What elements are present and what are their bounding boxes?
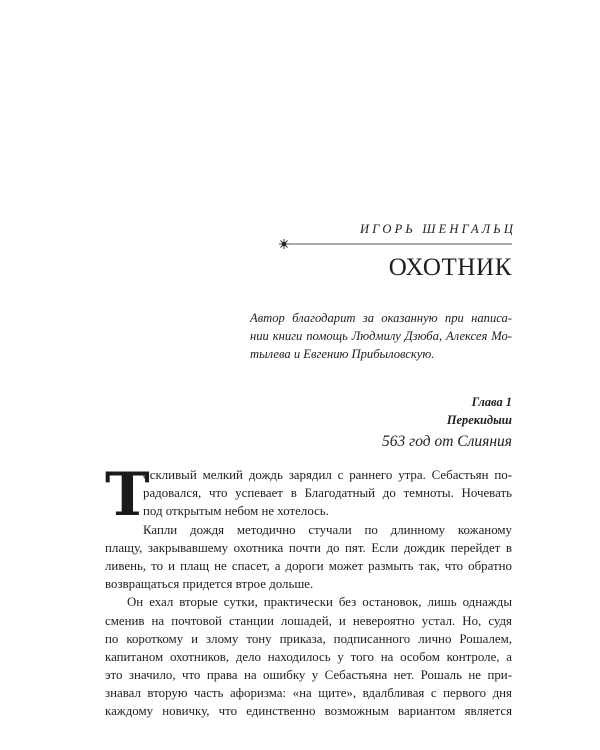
body-line: сменив на почтовой станции лошадей, и невероятно устал. Но, судя: [105, 613, 512, 628]
acknowledgement-line: тылева и Евгению Прибыловскую.: [250, 347, 435, 361]
chapter-name: Перекидыш: [446, 413, 512, 427]
body-line: по короткому и злому тону приказа, подписанного лично Рошалем,: [105, 631, 512, 646]
body-line: ливень, то и плащ не спасет, а дороги может размыть так, что обратно: [105, 558, 512, 573]
drop-cap: Т: [105, 460, 150, 530]
body-line: Он ехал вторые сутки, практически без остановок, лишь однажды: [127, 595, 512, 610]
body-text: [105, 460, 512, 721]
body-line: каждому новичку, что единственно возможным вариантом является: [105, 704, 512, 719]
body-line: Капли дождя методично стучали по длинному кожаному: [143, 522, 512, 537]
body-line: оскливый мелкий дождь зарядил с раннего утра. Себастьян по-: [143, 468, 512, 482]
body-line: под открытым небом не хотелось.: [143, 504, 329, 519]
star-rule-icon: [279, 238, 512, 250]
acknowledgement-line: Автор благодарит за оказанную при написа-: [250, 311, 512, 325]
author-name: ИГОРЬ ШЕНГАЛЬЦ: [360, 222, 517, 236]
acknowledgement: [250, 309, 512, 363]
body-line: капитаном охотников, дело находилось у того на особом контроле, а: [105, 649, 512, 664]
chapter-heading: [300, 393, 512, 429]
acknowledgement-line: нии книги помощь Людмилу Дзюба, Алексея Мо-: [250, 329, 512, 343]
body-line: возвращаться придется втрое дольше.: [105, 577, 314, 592]
body-line: радовался, что успевает в Благодатный до темноты. Ночевать: [143, 486, 512, 501]
epigraph: 563 год от Слияния: [382, 433, 512, 450]
body-line: знавал вторую часть афоризма: «на щите», вдалбливая с первого дня: [105, 686, 512, 701]
story-title: ОХОТНИК: [388, 254, 512, 281]
body-line: это значило, что права на ошибку у Себастьяна нет. Рошаль не при-: [105, 668, 512, 683]
body-line: плащу, закрывавшему охотника почти до пят. Если дождик перейдет в: [105, 540, 512, 555]
chapter-number: Глава 1: [471, 395, 512, 409]
title-rule: [279, 238, 512, 250]
